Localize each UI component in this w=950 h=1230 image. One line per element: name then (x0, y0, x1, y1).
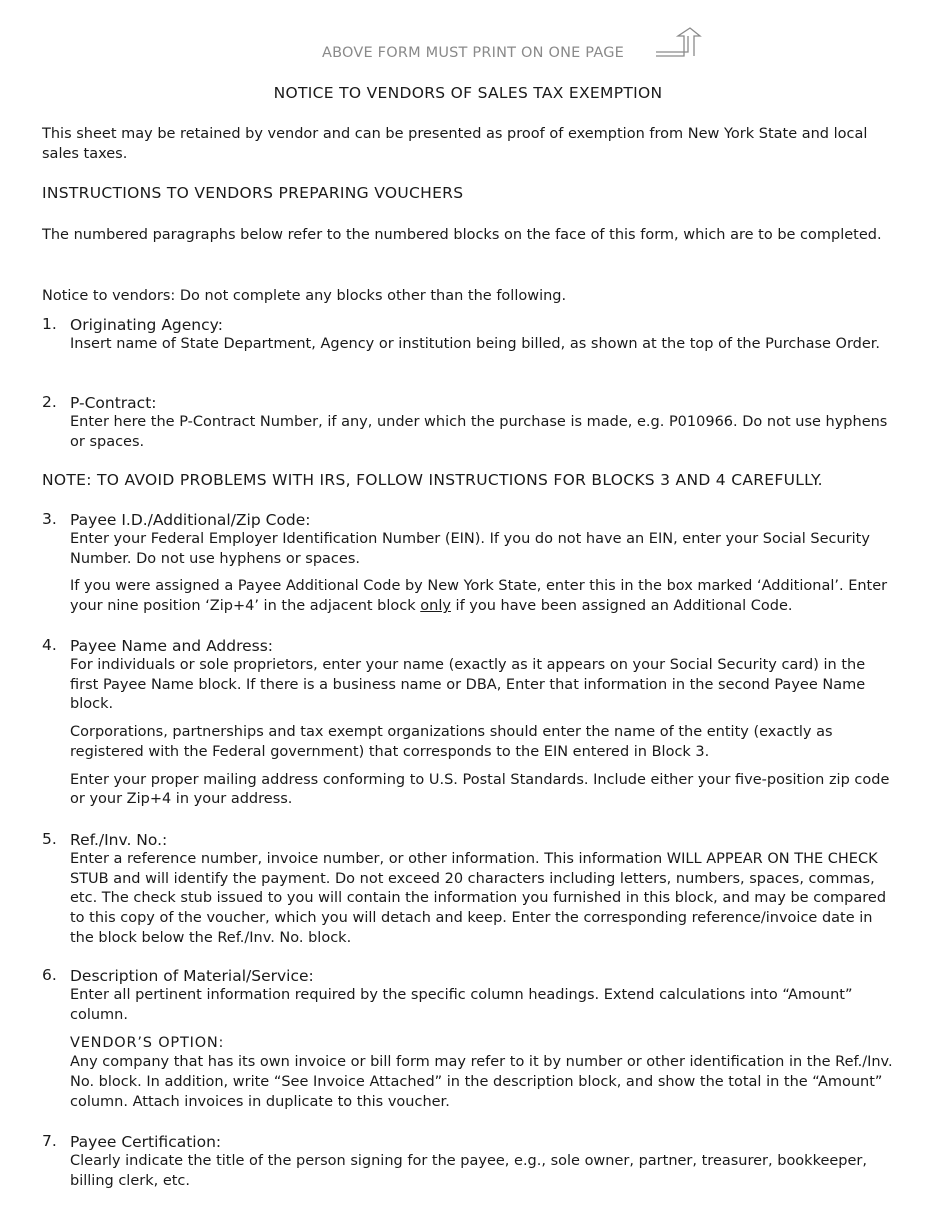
item-title: P-Contract: (70, 394, 157, 412)
item-title: Originating Agency: (70, 316, 223, 334)
block-1-instruction (42, 315, 894, 355)
block-3-instruction (42, 510, 894, 617)
item-number: 5. (42, 830, 57, 848)
item-title: Payee Certification: (70, 1133, 222, 1151)
block-4-instruction (42, 636, 894, 810)
item-number: 4. (42, 636, 57, 654)
vendor-option-heading: VENDOR’S OPTION: (70, 1035, 225, 1052)
item-paragraph: Enter a reference number, invoice number, or other information. This information WILL APPEAR ON THE CHECK STUB and will identify the payment. Do not exceed 20 characters including letters, numbers, spaces, commas, etc. The check stub issued to you will contain the information you furnished in this block, and may be compared to this copy of the voucher, which you will detach and keep. Enter the corresponding reference/invoice date in the block below the Ref./Inv. No. block. (70, 851, 887, 946)
vendor-notice: Notice to vendors: Do not complete any blocks other than the following. (42, 288, 567, 304)
block-5-instruction (42, 830, 894, 949)
underlined-only: only (420, 598, 451, 615)
instructions-heading: INSTRUCTIONS TO VENDORS PREPARING VOUCHERS (42, 184, 464, 202)
item-number: 1. (42, 315, 57, 333)
item-paragraph: Insert name of State Department, Agency or institution being billed, as shown at the top of the Purchase Order. (70, 336, 881, 352)
block-2-instruction (42, 393, 894, 452)
item-number: 7. (42, 1132, 57, 1150)
item-title: Payee Name and Address: (70, 637, 274, 655)
item-paragraph: Enter here the P-Contract Number, if any, under which the purchase is made, e.g. P010966. Do not use hyphens or spaces. (70, 414, 888, 450)
item-paragraph: Corporations, partnerships and tax exempt organizations should enter the name of the entity (exactly as registered with the Federal government) that corresponds to the EIN entered in Block 3. (70, 724, 833, 760)
item-paragraph: Enter your Federal Employer Identification Number (EIN). If you do not have an EIN, enter your Social Security Number. Do not use hyphens or spaces. (70, 531, 870, 567)
item-paragraph: Enter your proper mailing address conforming to U.S. Postal Standards. Include either your five-position zip code or your Zip+4 in your address. (70, 771, 890, 808)
item-number: 3. (42, 510, 57, 528)
item-paragraph: Clearly indicate the title of the person signing for the payee, e.g., sole owner, partner, treasurer, bookkeeper, billing clerk, etc. (70, 1153, 867, 1189)
intro-paragraph: This sheet may be retained by vendor and can be presented as proof of exemption from New York State and local sales taxes. (42, 126, 868, 162)
item-title: Ref./Inv. No.: (70, 831, 168, 849)
page-title: NOTICE TO VENDORS OF SALES TAX EXEMPTION (273, 84, 663, 102)
irs-note: NOTE: TO AVOID PROBLEMS WITH IRS, FOLLOW INSTRUCTIONS FOR BLOCKS 3 AND 4 CAREFULLY. (42, 471, 823, 489)
item-paragraph: For individuals or sole proprietors, enter your name (exactly as it appears on your Social Security card) in the first Payee Name block. If there is a business name or DBA, Enter that information in the second Payee Name block. (70, 657, 866, 713)
instructions-paragraph: The numbered paragraphs below refer to the numbered blocks on the face of this form, which are to be completed. (42, 227, 882, 243)
item-paragraph-additional-code: If you were assigned a Payee Additional Code by New York State, enter this in the box marked ‘Additional’. Enter your nine position ‘Zip+4’ in the adjacent block only if you have been assigned an Additional Code. (70, 578, 888, 615)
block-6-instruction (42, 966, 894, 1113)
item-title: Payee I.D./Additional/Zip Code: (70, 511, 311, 529)
turn-up-arrow-icon (654, 26, 702, 60)
item-number: 2. (42, 393, 57, 411)
vendor-option-paragraph: Any company that has its own invoice or bill form may refer to it by number or other identification in the Ref./Inv. No. block. In addition, write “See Invoice Attached” in the description block, and show the total in the “Amount” column. Attach invoices in duplicate to this voucher. (70, 1054, 893, 1110)
item-number: 6. (42, 966, 57, 984)
item-paragraph: Enter all pertinent information required by the specific column headings. Extend calculations into “Amount” column. (70, 987, 853, 1023)
print-note: ABOVE FORM MUST PRINT ON ONE PAGE (322, 45, 624, 61)
block-7-instruction (42, 1132, 894, 1191)
item-title: Description of Material/Service: (70, 967, 314, 985)
